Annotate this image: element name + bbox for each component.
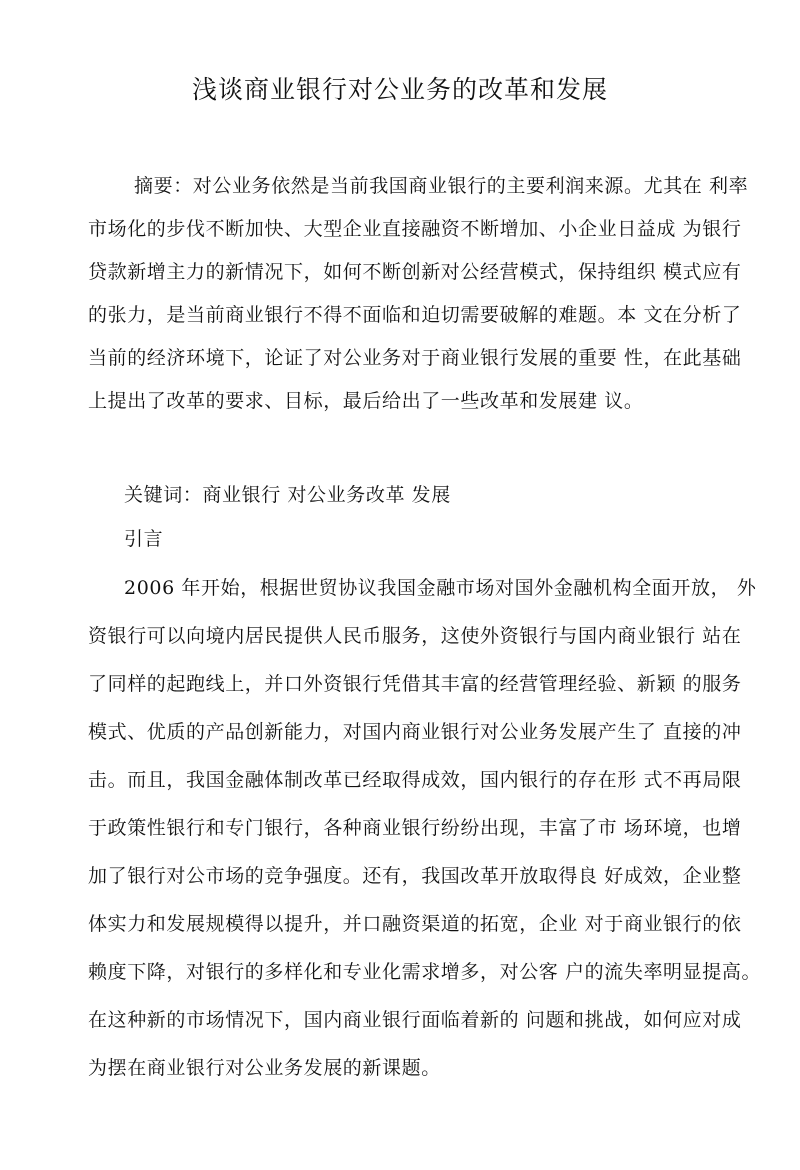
intro-line: 为摆在商业银行对公业务发展的新课题。 (88, 1057, 441, 1079)
abstract-line: 的张力，是当前商业银行不得不面临和迫切需要破解的难题。本 文在分析了 (88, 304, 742, 326)
intro-line: 于政策性银行和专门银行，各种商业银行纷纷出现，丰富了市 场环境，也增 (88, 817, 742, 839)
abstract-line: 上提出了改革的要求、目标，最后给出了一些改革和发展建 议。 (88, 390, 644, 412)
abstract-line: 摘要：对公业务依然是当前我国商业银行的主要利润来源。尤其在 利率 (134, 175, 749, 197)
intro-line: 体实力和发展规模得以提升，并口融资渠道的拓宽，企业 对于商业银行的依 (88, 913, 742, 935)
intro-line: 资银行可以向境内居民提供人民币服务，这使外资银行与国内商业银行 站在 (88, 625, 742, 647)
intro-line: 2006 年开始，根据世贸协议我国金融市场对国外金融机构全面开放， 外 (124, 577, 757, 599)
intro-line: 赖度下降，对银行的多样化和专业化需求增多，对公客 户的流失率明显提高。 (88, 961, 762, 983)
intro-line: 了同样的起跑线上，并口外资银行凭借其丰富的经营管理经验、新颖 的服务 (88, 673, 742, 695)
abstract-line: 贷款新增主力的新情况下，如何不断创新对公经营模式，保持组织 模式应有 (88, 261, 742, 283)
abstract-line: 市场化的步伐不断加快、大型企业直接融资不断增加、小企业日益成 为银行 (88, 218, 742, 240)
intro-line: 击。而且，我国金融体制改革已经取得成效，国内银行的存在形 式不再局限 (88, 769, 742, 791)
document-title: 浅谈商业银行对公业务的改革和发展 (191, 75, 608, 104)
abstract-line: 当前的经济环境下，论证了对公业务对于商业银行发展的重要 性，在此基础 (88, 347, 742, 369)
intro-line: 加了银行对公市场的竞争强度。还有，我国改革开放取得良 好成效，企业整 (88, 865, 742, 887)
keywords-line: 关键词：商业银行 对公业务改革 发展 (124, 484, 451, 506)
intro-line: 模式、优质的产品创新能力，对国内商业银行对公业务发展产生了 直接的冲 (88, 721, 742, 743)
intro-heading: 引言 (124, 528, 164, 550)
intro-line: 在这种新的市场情况下，国内商业银行面临着新的 问题和挑战，如何应对成 (88, 1009, 742, 1031)
